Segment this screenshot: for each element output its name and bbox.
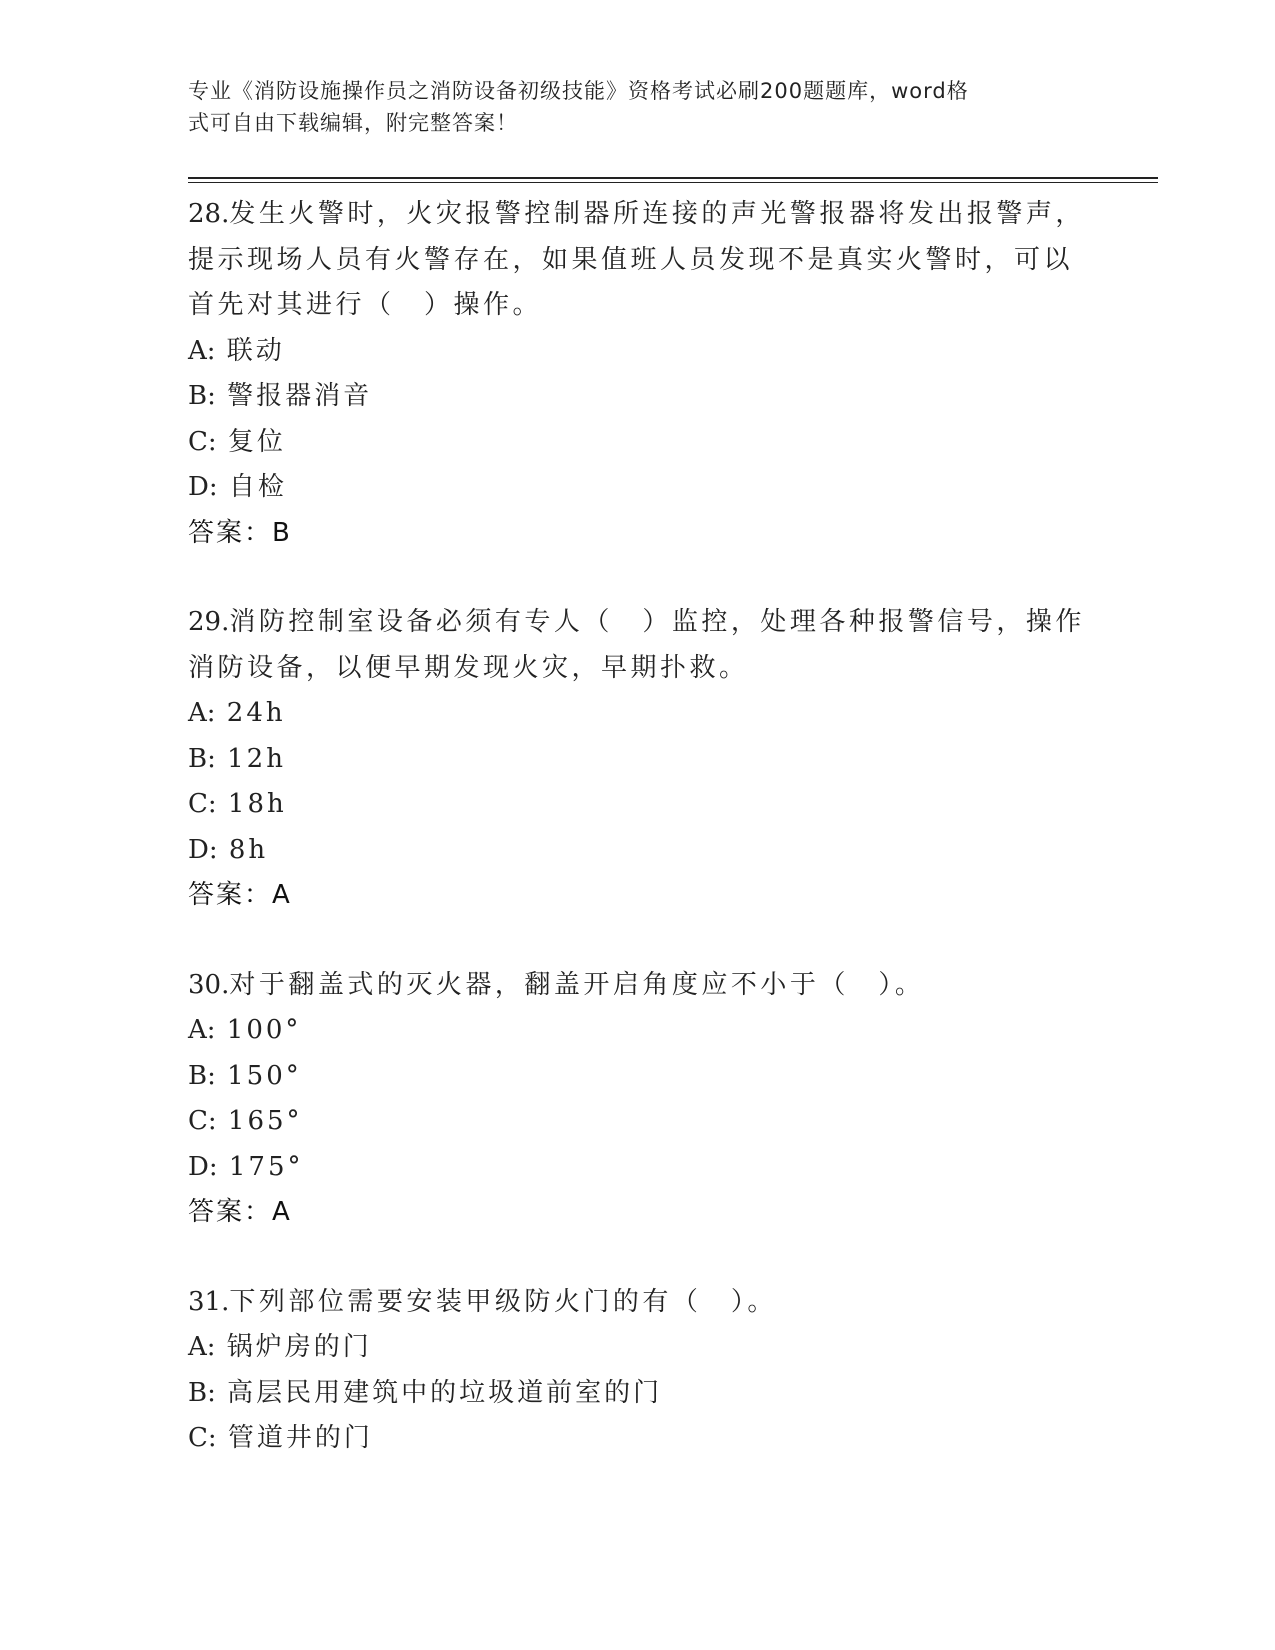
question-text: 对于翻盖式的灭火器，翻盖开启角度应不小于（ ）。 xyxy=(229,969,925,1000)
question-text: 发生火警时，火灾报警控制器所连接的声光警报器将发出报警声，提示现场人员有火警存在，如果值班人员发现不是真实火警时，可以首先对其进行（ ）操作。 xyxy=(188,199,1085,320)
option-text: 警报器消音 xyxy=(227,381,373,411)
option-letter: B xyxy=(188,743,208,774)
option-b: B: 150° xyxy=(188,1060,302,1091)
option-letter: B xyxy=(188,1377,208,1408)
question-number: 30. xyxy=(188,969,230,1000)
question-stem xyxy=(188,1280,1088,1326)
header-divider-thick xyxy=(188,177,1158,179)
option-text: 165° xyxy=(227,1106,303,1136)
question-number: 29. xyxy=(188,607,230,637)
question-28 xyxy=(188,192,1088,556)
option-b: B: 12h xyxy=(188,743,286,774)
header-line-1: 专业《消防设施操作员之消防设备初级技能》资格考试必刷200题题库，word格 xyxy=(188,79,969,103)
option-text: 自检 xyxy=(228,472,287,502)
answer-line: 答案：B xyxy=(188,517,292,548)
option-text: 18h xyxy=(227,789,287,819)
document-header xyxy=(188,75,1088,139)
option-a: A: 联动 xyxy=(188,335,285,366)
option-a: A: 锅炉房的门 xyxy=(188,1332,372,1362)
question-stem xyxy=(188,963,1088,1009)
option-letter: D xyxy=(188,472,209,502)
answer-line: 答案：A xyxy=(188,880,292,910)
option-d: D: 8h xyxy=(188,834,269,865)
question-29 xyxy=(188,600,1088,919)
option-letter: C xyxy=(188,1423,208,1453)
option-d: D: 175° xyxy=(188,1151,304,1182)
option-text: 锅炉房的门 xyxy=(226,1332,372,1362)
option-letter: C xyxy=(188,1106,208,1136)
option-text: 12h xyxy=(227,743,286,774)
question-text: 下列部位需要安装甲级防火门的有（ ）。 xyxy=(229,1286,777,1317)
option-letter: D xyxy=(188,834,209,865)
option-b: B: 警报器消音 xyxy=(188,381,373,411)
answer-line: 答案：A xyxy=(188,1197,292,1227)
option-text: 150° xyxy=(227,1060,302,1091)
option-b: B: 高层民用建筑中的垃圾道前室的门 xyxy=(188,1377,663,1408)
header-line-2: 式可自由下载编辑，附完整答案！ xyxy=(188,111,518,135)
question-text: 消防控制室设备必须有专人（ ）监控，处理各种报警信号，操作消防设备，以便早期发现火灾，早期扑救。 xyxy=(188,607,1085,683)
question-stem xyxy=(188,192,1088,329)
option-text: 管道井的门 xyxy=(227,1423,373,1453)
question-number: 28. xyxy=(188,199,230,229)
option-d: D: 自检 xyxy=(188,472,287,502)
question-stem xyxy=(188,600,1088,691)
option-text: 8h xyxy=(228,834,269,865)
option-text: 联动 xyxy=(226,335,285,366)
question-list xyxy=(188,192,1088,1506)
option-text: 复位 xyxy=(227,426,286,457)
option-letter: D xyxy=(188,1151,209,1182)
option-letter: B xyxy=(188,381,208,411)
header-divider-thin xyxy=(188,182,1158,183)
option-a: A: 100° xyxy=(188,1015,302,1045)
option-letter: A xyxy=(188,1332,207,1362)
option-letter: C xyxy=(188,426,208,457)
option-a: A: 24h xyxy=(188,698,286,728)
question-31 xyxy=(188,1280,1088,1462)
option-letter: B xyxy=(188,1060,208,1091)
question-30 xyxy=(188,963,1088,1236)
option-c: C: 复位 xyxy=(188,426,286,457)
option-c: C: 18h xyxy=(188,789,287,819)
option-letter: A xyxy=(188,1015,207,1045)
option-text: 100° xyxy=(226,1015,302,1045)
option-text: 175° xyxy=(228,1151,304,1182)
option-letter: A xyxy=(188,335,207,366)
option-letter: A xyxy=(188,698,207,728)
option-letter: C xyxy=(188,789,208,819)
option-text: 高层民用建筑中的垃圾道前室的门 xyxy=(227,1377,663,1408)
option-c: C: 管道井的门 xyxy=(188,1423,373,1453)
option-c: C: 165° xyxy=(188,1106,303,1136)
option-text: 24h xyxy=(226,698,286,728)
question-number: 31. xyxy=(188,1286,230,1317)
